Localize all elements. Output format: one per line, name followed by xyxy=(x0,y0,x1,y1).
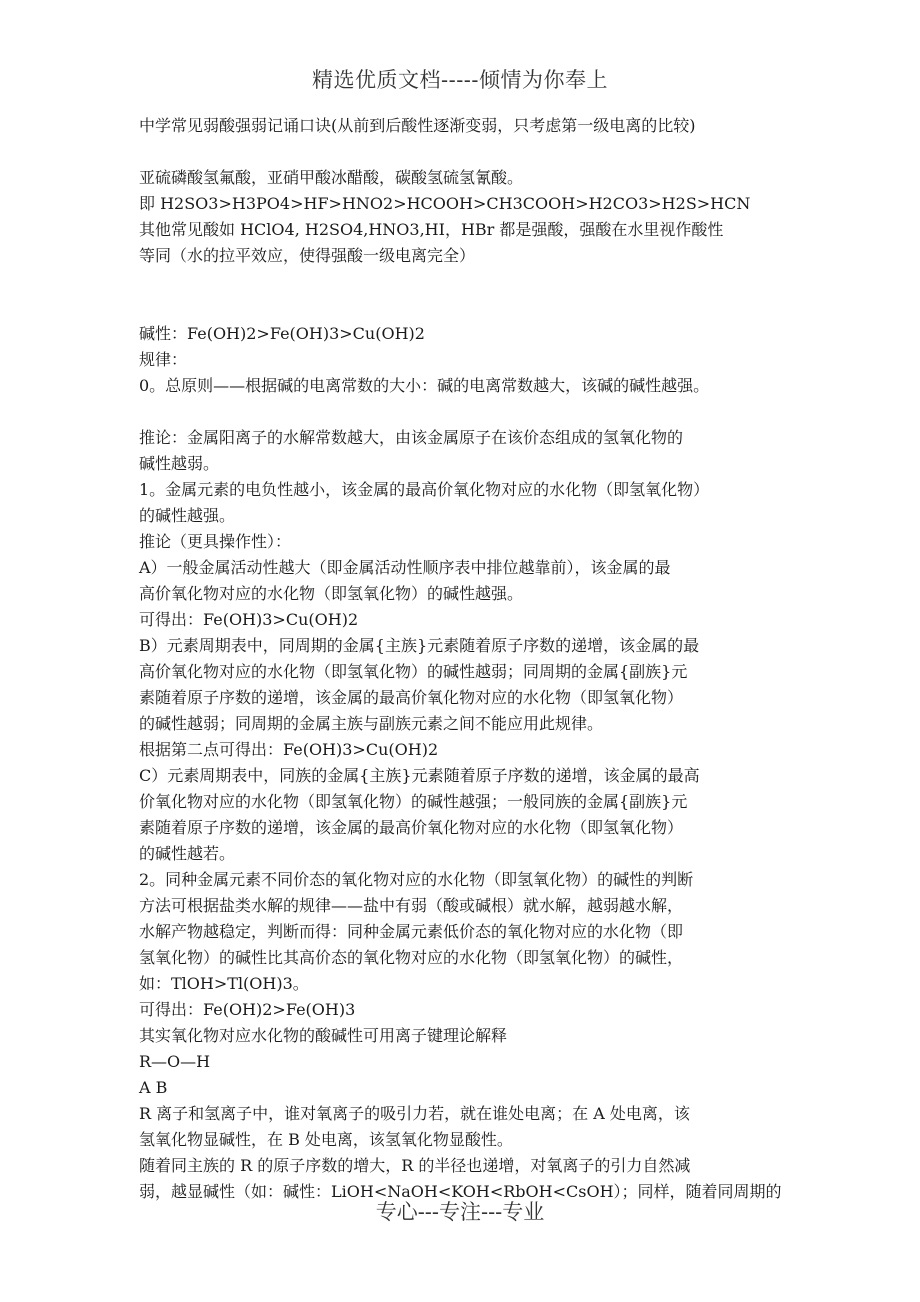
body-line: 即 H2SO3>H3PO4>HF>HNO2>HCOOH>CH3COOH>H2CO3>H2S>HCN xyxy=(139,194,751,213)
body-line: C）元素周期表中，同族的金属{主族}元素随着原子序数的递增，该金属的最高 xyxy=(139,766,700,785)
body-line: 中学常见弱酸强弱记诵口诀(从前到后酸性逐渐变弱，只考虑第一级电离的比较) xyxy=(139,116,696,135)
body-line: R 离子和氢离子中，谁对氧离子的吸引力若，就在谁处电离；在 A 处电离，该 xyxy=(139,1104,690,1123)
body-line: 碱性越弱。 xyxy=(139,454,220,473)
body-line: 根据第二点可得出：Fe(OH)3>Cu(OH)2 xyxy=(139,740,439,759)
body-line: A B xyxy=(139,1078,168,1097)
body-line: 碱性：Fe(OH)2>Fe(OH)3>Cu(OH)2 xyxy=(139,324,425,343)
body-line: 素随着原子序数的递增，该金属的最高价氧化物对应的水化物（即氢氧化物） xyxy=(139,688,684,707)
body-line: 可得出：Fe(OH)2>Fe(OH)3 xyxy=(139,1000,356,1019)
blank-line xyxy=(139,269,809,295)
body-line: 价氧化物对应的水化物（即氢氧化物）的碱性越强；一般同族的金属{副族}元 xyxy=(139,792,688,811)
body-line: 推论：金属阳离子的水解常数越大，由该金属原子在该价态组成的氢氧化物的 xyxy=(139,428,684,447)
body-line: 0。总原则——根据碱的电离常数的大小：碱的电离常数越大，该碱的碱性越强。 xyxy=(139,376,710,395)
page-footer: 专心---专注---专业 xyxy=(375,1200,545,1224)
body-line: 如：TlOH>Tl(OH)3。 xyxy=(139,974,309,993)
body-line: 弱，越显碱性（如：碱性：LiOH<NaOH<KOH<RbOH<CsOH）；同样，随着同周期的 xyxy=(139,1182,782,1201)
document-body xyxy=(139,113,809,1205)
body-line: 1。金属元素的电负性越小，该金属的最高价氧化物对应的水化物（即氢氧化物） xyxy=(139,480,710,499)
body-line: R—O—H xyxy=(139,1052,211,1071)
body-line: 氢氧化物显碱性，在 B 处电离，该氢氧化物显酸性。 xyxy=(139,1130,513,1149)
page-header: 精选优质文档-----倾情为你奉上 xyxy=(312,68,608,92)
body-line: 氢氧化物）的碱性比其高价态的氧化物对应的水化物（即氢氧化物）的碱性， xyxy=(139,948,684,967)
body-line: 2。同种金属元素不同价态的氧化物对应的水化物（即氢氧化物）的碱性的判断 xyxy=(139,870,694,889)
body-line: 随着同主族的 R 的原子序数的增大，R 的半径也递增，对氧离子的引力自然减 xyxy=(139,1156,691,1175)
body-line: 的碱性越强。 xyxy=(139,506,236,525)
body-line: 素随着原子序数的递增，该金属的最高价氧化物对应的水化物（即氢氧化物） xyxy=(139,818,684,837)
body-line: B）元素周期表中，同周期的金属{主族}元素随着原子序数的递增，该金属的最 xyxy=(139,636,700,655)
body-line: 水解产物越稳定，判断而得：同种金属元素低价态的氧化物对应的水化物（即 xyxy=(139,922,684,941)
body-line: 规律： xyxy=(139,350,188,369)
body-line: 的碱性越弱；同周期的金属主族与副族元素之间不能应用此规律。 xyxy=(139,714,604,733)
body-line: 其实氧化物对应水化物的酸碱性可用离子键理论解释 xyxy=(139,1026,508,1045)
body-line: 可得出：Fe(OH)3>Cu(OH)2 xyxy=(139,610,359,629)
blank-line xyxy=(139,295,809,321)
body-line: 等同（水的拉平效应，使得强酸一级电离完全） xyxy=(139,246,476,265)
body-line: 方法可根据盐类水解的规律——盐中有弱（酸或碱根）就水解，越弱越水解， xyxy=(139,896,684,915)
body-line: 推论（更具操作性）： xyxy=(139,532,292,551)
body-line: 高价氧化物对应的水化物（即氢氧化物）的碱性越弱；同周期的金属{副族}元 xyxy=(139,662,688,681)
body-line: 的碱性越若。 xyxy=(139,844,236,863)
blank-line xyxy=(139,399,809,425)
blank-line xyxy=(139,139,809,165)
body-line: 高价氧化物对应的水化物（即氢氧化物）的碱性越强。 xyxy=(139,584,524,603)
body-line: 其他常见酸如 HClO4, H2SO4,HNO3,HI，HBr 都是强酸，强酸在水里视作酸性 xyxy=(139,220,724,239)
body-line: A）一般金属活动性越大（即金属活动性顺序表中排位越靠前），该金属的最 xyxy=(139,558,671,577)
body-line: 亚硫磷酸氢氟酸，亚硝甲酸冰醋酸，碳酸氢硫氢氰酸。 xyxy=(139,168,524,187)
